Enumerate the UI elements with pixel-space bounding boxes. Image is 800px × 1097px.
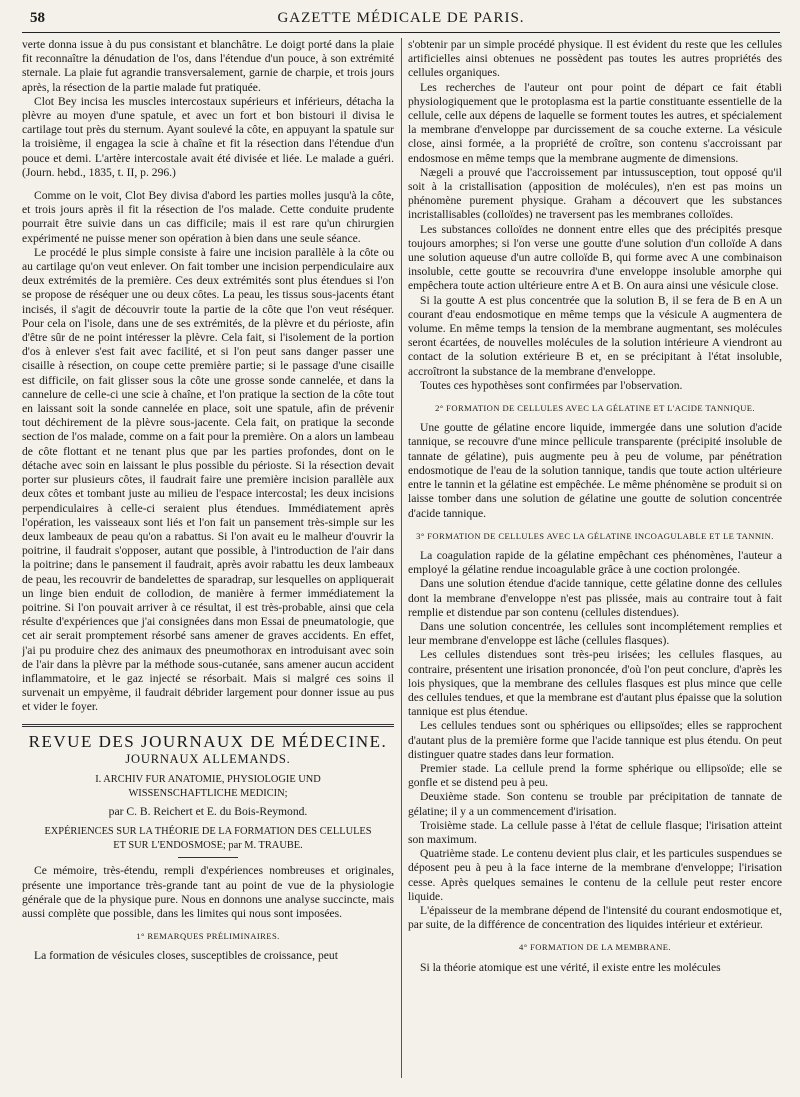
paragraph: Une goutte de gélatine encore liquide, immergée dans une solution d'acide tannique, se recouvre d'une mince pellicule transparente (précipité insoluble de tannate de gélatine), puis augmente peu à peu de volume, par pénétration endosmotique de l'eau de la solution tannique, tandis que toute action ultérieure entre le tannin et la gélatine est empêchée. Le même phénomène se produit si on laisse tomber dans une solution de gélatine une goutte de solution concentrée d'acide tannique. (408, 421, 782, 520)
journal-editors: par C. B. Reichert et E. du Bois-Reymond. (108, 804, 308, 818)
paragraph: Le procédé le plus simple consiste à faire une incision parallèle à la côte ou au cartilage qu'on veut enlever. On fait tomber une incision perpendiculaire aux deux extrémités de la première. Ces deux extrémités sont plus étendues si l'on se propose de réséquer une ou deux côtes. La peau, les tissus sous-jacents étant incisés, il s'agit de découvrir toute la partie de la côte que l'on veut réséquer. Pour cela on l'isole, dans une de ses extrémités, de la plèvre et du périoste, afin d'être sûr de ne point intéresser la plèvre. Cela fait, si l'isolement de la portion d'os à enlever s'est fait avec facilité, et si l'on peut sans danger passer une cisaille à résection, on coupe cette première partie; si le passage d'une cisaille est difficile, on fait glisser sous la côte une grosse sonde cannelée, et dans la cannelure de celle-ci une scie à chaîne, et l'on pratique la section de la côte tout en laissant soit la sonde cannelée en place, soit une spatule, afin de prévenir tout déchirement de la plèvre sous-jacente. Cela fait, on pratique la seconde section de l'os malade, comme on a fait pour la première. On a alors un lambeau de côte flottant et ne tenant plus que par les parties profondes, dont on le détache avec soin en laissant le plus possible du périoste. Si la résection devait porter sur plusieurs côtes, il faudrait faire une première incision parallèle aux deux côtes et tombant juste au milieu de l'espace intercostal; les deux incisions perpendiculaires à celle-ci seraient plus étendues. Immédiatement après l'opération, les vaisseaux sont liés et l'on fait un pansement très-simple sur les deux lambeaux de peau qu'on a rabattus. Si l'on avait eu le malheur d'ouvrir la poitrine, il faudrait s'opposer, autant que possible, à l'introduction de l'air dans la poitrine; dans le pansement il faudrait, après avoir rabattu les deux lambeaux de peau, les recouvrir de bandelettes de sparadrap, sur lesquelles on appliquerait un linge bien enduit de collodion, de manière à fermer immédiatement la poitrine. Si l'on pouvait arriver à ce résultat, il est très-probable, ainsi que cela résulte d'expériences que j'ai consignées dans mon Essai de pneumatologie, que cet air serait promptement résorbé sans amener de graves accidents. En effet, j'ai pu produire chez des animaux des pneumothorax en introduisant avec soin de l'air dans la plèvre par la méthode sous-cutanée, sans amener aucun accident inflammatoire, et le gaz injecté se résorbait. Mais si malgré ces soins il survenait un empyème, il faudrait débrider largement pour donner issue au pus et vider le foyer. (22, 245, 394, 714)
right-column (408, 38, 782, 975)
paragraph: Ce mémoire, très-étendu, rempli d'expériences nombreuses et originales, présente une importance très-grande tant au point de vue de la physiologie générale que de la physique pure. Nous en donnons une analyse succincte, mais aussi complète que possible, dans les limites qui nous sont imposées. (22, 864, 394, 920)
paragraph: Si la théorie atomique est une vérité, il existe entre les molécules (420, 960, 721, 974)
paragraph: verte donna issue à du pus consistant et blanchâtre. Le doigt porté dans la plaie fit reconnaître la dénudation de l'os, dans l'étendue d'un pouce, à son extrémité sternale. La plaie fut agrandie transversalement, garnie de charpie, et trois jours après, la résection de la partie malade fut pratiquée. (22, 38, 394, 94)
paragraph: Dans une solution étendue d'acide tannique, cette gélatine donne des cellules dont la membrane d'enveloppe n'est pas plissée, mais au contraire tout à fait remplie et distendue par son contenu (cellules distendues). (408, 577, 782, 619)
subsection-heading: 4° FORMATION DE LA MEMBRANE. (519, 942, 671, 953)
subsection-heading: 3° FORMATION DE CELLULES AVEC LA GÉLATINE INCOAGULABLE ET LE TANNIN. (416, 530, 774, 541)
journal-title-line: WISSENSCHAFTLICHE MEDICIN; (128, 787, 288, 799)
paragraph: Si la goutte A est plus concentrée que la solution B, il se fera de B en A un courant d'eau endosmotique en même temps que la vésicule A augmentera de volume. En même temps la tension de la membrane augmentant, ses molécules seront écartées, de nouvelles molécules de la solution intérieure A viendront au contact de la solution extérieure B et, en se précipitant à l'état insoluble, accroîtront la substance de la membrane d'enveloppe. (408, 293, 782, 378)
section-subtitle: JOURNAUX ALLEMANDS. (125, 751, 291, 766)
paragraph: Nægeli a prouvé que l'accroissement par intussusception, tout opposé qu'il soit à la cristallisation (apposition de molécules), n'en est pas moins un phénomène purement physique. Graham a découvert que les substances incristallisables (colloïdes) ne traversent pas les membranes colloïdes. (408, 165, 782, 222)
paragraph: Comme on le voit, Clot Bey divisa d'abord les parties molles jusqu'à la côte, et trois jours après il fit la résection de l'os malade. Cette conduite prudente pourrait être suivie dans un cas difficile; mais il est rare qu'un chirurgien expérimenté ne puisse mener son opération à bien dans une seule séance. (22, 189, 394, 245)
paragraph: s'obtenir par un simple procédé physique. Il est évident du reste que les cellules artificielles ainsi obtenues ne possèdent pas toutes les autres propriétés des cellules organiques. (408, 38, 782, 80)
article-title-line: EXPÉRIENCES SUR LA THÉORIE DE LA FORMATION DES CELLULES (44, 826, 372, 838)
left-column (22, 38, 394, 964)
article-title-line: ET SUR L'ENDOSMOSE; par M. TRAUBE. (113, 839, 303, 851)
article-title (22, 825, 394, 852)
running-head: GAZETTE MÉDICALE DE PARIS. (277, 10, 525, 26)
section-divider (22, 724, 394, 727)
paragraph: Quatrième stade. Le contenu devient plus clair, et les particules suspendues se déposent peu à peu à la face interne de la membrane d'enveloppe; l'irisation cesse. Après quelques semaines le contenu de la cellule peut rester encore liquide. (408, 847, 782, 903)
page-number: 58 (30, 10, 45, 26)
paragraph: Troisième stade. La cellule passe à l'état de cellule flasque; l'irisation atteint son maximum. (408, 818, 782, 846)
paragraph: Les substances colloïdes ne donnent entre elles que des précipités presque toujours amorphes; si l'on verse une goutte d'une solution d'un colloïde A dans une solution aqueuse d'un autre colloïde B, qui forme avec A une combinaison insoluble, cette goutte se recouvrira d'une enveloppe insoluble amorphe qui empêchera toute action ultérieure entre A et B. On aura ainsi une vésicule close. (408, 222, 782, 293)
journal-title-line: I. ARCHIV FUR ANATOMIE, PHYSIOLOGIE UND (95, 773, 321, 785)
short-rule (178, 857, 238, 858)
paragraph: Toutes ces hypothèses sont confirmées par l'observation. (420, 378, 683, 392)
paragraph: Les cellules distendues sont très-peu irisées; les cellules flasques, au contraire, présentent une irisation prononcée, d'où l'on peut conclure, d'après les lois physiques, que la membrane des cellules flasques est plus mince que celle des cellules tendues, et que la membrane est d'autant plus épaisse que la solution tannique est plus étendue. (408, 648, 782, 719)
column-divider (401, 38, 402, 1078)
section-title: REVUE DES JOURNAUX DE MÉDECINE. (28, 731, 388, 751)
page-header (22, 6, 780, 33)
paragraph: La formation de vésicules closes, susceptibles de croissance, peut (34, 949, 338, 963)
subsection-heading: 1° REMARQUES PRÉLIMINAIRES. (136, 931, 280, 942)
paragraph: Clot Bey incisa les muscles intercostaux supérieurs et inférieurs, détacha la plèvre au moyen d'une spatule, et avec un fort et bon bistouri il divisa le cartilage tout près du sternum. Ayant soulevé la côte, en appuyant la spatule sur la troisième, il engagea la scie à chaîne et fit la résection dans l'étendue d'un pouce et demi. L'artère intercostale avait été divisée et liée. Le malade a guéri. (Journ. hebd., 1835, t. II, p. 296.) (22, 94, 394, 179)
paragraph: Premier stade. La cellule prend la forme sphérique ou ellipsoïde; elle se gonfle et se distend peu à peu. (408, 761, 782, 790)
paragraph: La coagulation rapide de la gélatine empêchant ces phénomènes, l'auteur a employé la gélatine rendue incoagulable grâce à une coction prolongée. (408, 548, 782, 577)
paragraph: Deuxième stade. Son contenu se trouble par précipitation de tannate de gélatine; il y a un commencement d'irisation. (408, 790, 782, 818)
subsection-heading: 2° FORMATION DE CELLULES AVEC LA GÉLATINE ET L'ACIDE TANNIQUE. (435, 403, 755, 414)
paragraph: L'épaisseur de la membrane dépend de l'intensité du courant endosmotique et, par suite, de la différence de concentration des liquides intérieur et extérieur. (408, 903, 782, 932)
paragraph: Dans une solution concentrée, les cellules sont incomplétement remplies et leur membrane d'enveloppe est lâche (cellules flasques). (408, 619, 782, 648)
journal-title (22, 773, 394, 801)
paragraph: Les recherches de l'auteur ont pour point de départ ce fait établi physiologiquement que le protoplasma est la partie constituante essentielle de la cellule, celle aux dépens de laquelle se forment toutes les autres, et spécialement la membrane d'enveloppe par durcissement de sa couche externe. La vésicule close, ainsi formée, a la propriété de croître, son contenu s'accroissant par endosmose en même temps que la membrane augmente de dimensions. (408, 80, 782, 165)
paragraph: Les cellules tendues sont ou sphériques ou ellipsoïdes; elles se rapprochent d'autant plus de la première forme que l'acide tannique est plus étendu. On peut distinguer quatre stades dans leur formation. (408, 719, 782, 761)
